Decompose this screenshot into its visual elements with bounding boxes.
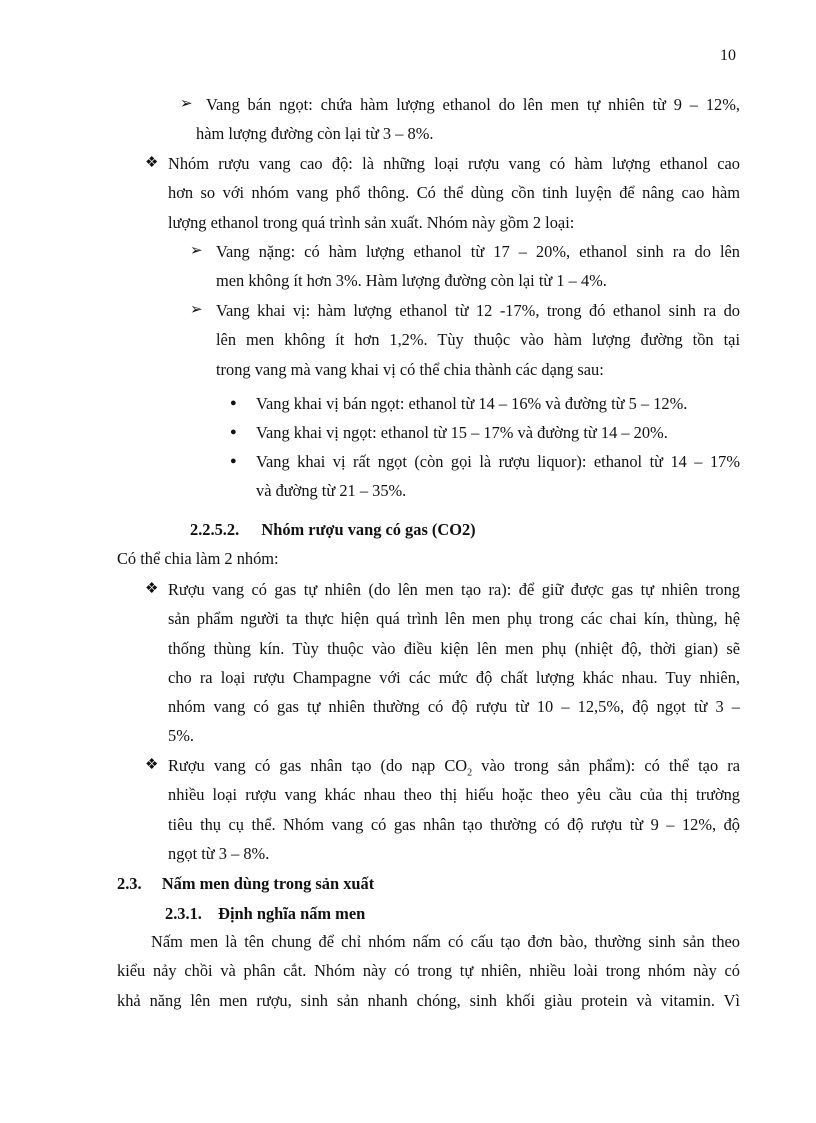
diamond-bullet-icon: ❖ bbox=[145, 757, 159, 773]
heading-number: 2.3. bbox=[117, 874, 142, 893]
text-line: 5%. bbox=[168, 726, 194, 746]
text-line: và đường từ 21 – 35%. bbox=[256, 481, 407, 501]
text-line: lên men không ít hơn 1,2%. Tùy thuộc vào hàm lượng đường tồn tại bbox=[216, 330, 740, 350]
subscript: 2 bbox=[467, 767, 473, 779]
text-line: men không ít hơn 3%. Hàm lượng đường còn lại từ 1 – 4%. bbox=[216, 271, 607, 291]
text-line: ngọt từ 3 – 8%. bbox=[168, 843, 270, 863]
text-line: khả năng lên men rượu, sinh sản nhanh chóng, sinh khối giàu protein và vitamin. Vì bbox=[117, 990, 740, 1010]
section-heading-2-2-5-2 bbox=[190, 520, 476, 540]
text-line: thống thùng kín. Tùy thuộc vào điều kiện lên men phụ (nhiệt độ, thời gian) sẽ bbox=[168, 638, 740, 658]
text-line bbox=[168, 751, 740, 780]
text-line: lượng ethanol trong quá trình sản xuất. Nhóm này gồm 2 loại: bbox=[168, 212, 575, 232]
bullet-khai-vi-ban-ngot bbox=[256, 389, 740, 418]
text-line: Vang nặng: có hàm lượng ethanol từ 17 – 20%, ethanol sinh ra do lên bbox=[216, 242, 740, 261]
text-line: Vang khai vị: hàm lượng ethanol từ 12 -17%, trong đó ethanol sinh ra do bbox=[216, 301, 740, 320]
diamond-bullet-icon: ❖ bbox=[145, 581, 159, 597]
arrow-bullet-icon: ➢ bbox=[190, 302, 203, 318]
page-number: 10 bbox=[720, 47, 736, 64]
text-line: Vang bán ngọt: chứa hàm lượng ethanol do lên men tự nhiên từ 9 – 12%, bbox=[206, 95, 740, 114]
bullet-khai-vi-ngot bbox=[256, 418, 740, 447]
dot-bullet-icon: ● bbox=[230, 426, 237, 438]
text-line: Rượu vang có gas tự nhiên (do lên men tạo ra): để giữ được gas tự nhiên trong bbox=[168, 580, 740, 599]
section-heading-2-3 bbox=[117, 874, 374, 894]
bullet-gas-nhan-tao bbox=[168, 751, 740, 868]
dot-bullet-icon: ● bbox=[230, 397, 237, 409]
arrow-bullet-icon: ➢ bbox=[190, 243, 203, 259]
heading-title: Nấm men dùng trong sản xuất bbox=[161, 874, 375, 893]
text-line: hàm lượng đường còn lại từ 3 – 8%. bbox=[196, 124, 434, 144]
text-line: Nhóm rượu vang cao độ: là những loại rượu vang có hàm lượng ethanol cao bbox=[168, 154, 740, 173]
text-line: Nấm men là tên chung để chỉ nhóm nấm có cấu tạo đơn bào, thường sinh sản theo bbox=[151, 932, 740, 951]
heading-title: Nhóm rượu vang có gas (CO2) bbox=[261, 520, 476, 539]
text-line: sản phẩm người ta thực hiện quá trình lên men phụ trong các chai kín, thùng, hệ bbox=[168, 609, 740, 629]
bullet-khai-vi-rat-ngot bbox=[256, 447, 740, 506]
bullet-vang-khai-vi bbox=[216, 296, 740, 384]
text-line: Vang khai vị rất ngọt (còn gọi là rượu liquor): ethanol từ 14 – 17% bbox=[256, 452, 740, 471]
text-line: nhóm vang có gas tự nhiên thường có độ rượu từ 10 – 12,5%, độ ngọt từ 3 – bbox=[168, 697, 740, 717]
text-line: nhiều loại rượu vang khác nhau theo thị hiếu hoặc theo yêu cầu của thị trường bbox=[168, 785, 740, 805]
definition-paragraph bbox=[117, 927, 740, 1015]
bullet-vang-ban-ngot bbox=[196, 90, 740, 149]
text-line: tiêu thụ cụ thể. Nhóm vang có gas nhân tạo thường có độ rượu từ 9 – 12%, độ bbox=[168, 814, 740, 834]
text-line: hơn so với nhóm vang phổ thông. Có thể dùng cồn tinh luyện để nâng cao hàm bbox=[168, 183, 740, 203]
heading-number: 2.3.1. bbox=[165, 904, 202, 923]
heading-title: Định nghĩa nấm men bbox=[218, 904, 366, 923]
text-line: Vang khai vị bán ngọt: ethanol từ 14 – 16% và đường từ 5 – 12%. bbox=[256, 394, 688, 413]
intro-text: Có thể chia làm 2 nhóm: bbox=[117, 549, 279, 568]
arrow-bullet-icon: ➢ bbox=[180, 96, 193, 112]
heading-number: 2.2.5.2. bbox=[190, 520, 240, 539]
text-line: trong vang mà vang khai vị có thể chia thành các dạng sau: bbox=[216, 359, 604, 379]
text-line: kiểu nảy chồi và phân cắt. Nhóm này có trong tự nhiên, nhiều loài trong nhóm này có bbox=[117, 961, 740, 981]
bullet-vang-nang bbox=[216, 237, 740, 296]
text-part: vào trong sản phẩm): có thể tạo ra bbox=[472, 756, 741, 775]
bullet-gas-tu-nhien bbox=[168, 575, 740, 751]
text-line: Vang khai vị ngọt: ethanol từ 15 – 17% và đường từ 14 – 20%. bbox=[256, 423, 668, 442]
text-line: cho ra loại rượu Champagne với các mức độ chất lượng khác nhau. Tuy nhiên, bbox=[168, 667, 740, 687]
bullet-nhom-ruou-vang-cao-do bbox=[168, 149, 740, 237]
diamond-bullet-icon: ❖ bbox=[145, 155, 159, 171]
dot-bullet-icon: ● bbox=[230, 455, 237, 467]
section-heading-2-3-1 bbox=[165, 904, 365, 924]
text-part: Rượu vang có gas nhân tạo (do nạp CO bbox=[168, 756, 468, 775]
